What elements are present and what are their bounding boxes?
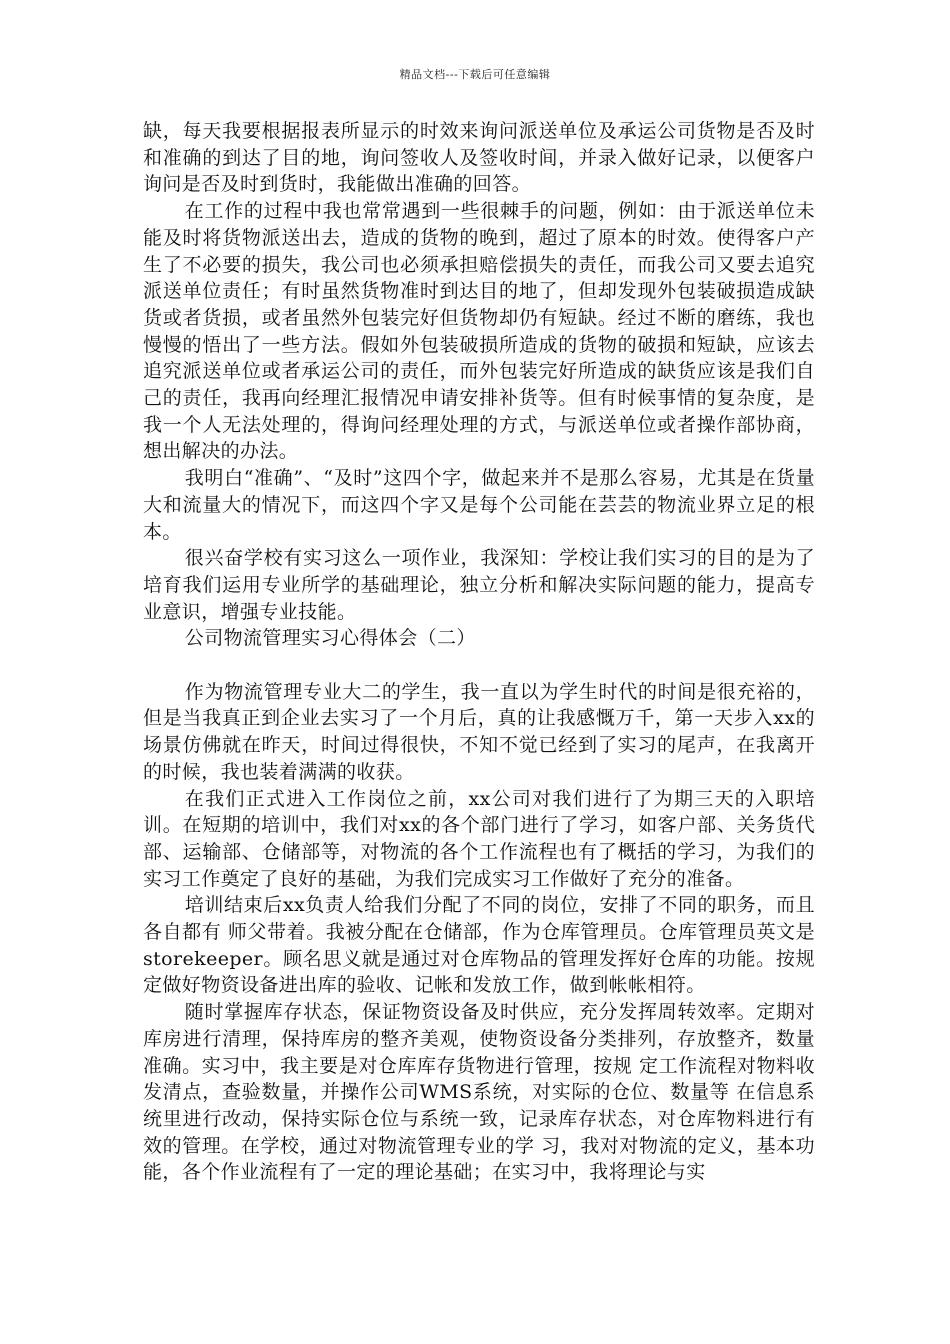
paragraph-4: 很兴奋学校有实习这么一项作业，我深知：学校让我们实习的目的是为了培育我们运用专业所学的基础理论，独立分析和解决实际问题的能力，提高专业意识，增强专业技能。 [143, 547, 815, 623]
paragraph-6: 在我们正式进入工作岗位之前，xx公司对我们进行了为期三天的入职培训。在短期的培训中，我们对xx的各个部门进行了学习，如客户部、关务货代部、运输部、仓储部等，对物流的各个工作流程也有了概括的学习，为我们的实习工作奠定了良好的基础，为我们完成实习工作做好了充分的准备。 [143, 787, 815, 890]
paragraph-1: 缺，每天我要根据报表所显示的时效来询问派送单位及承运公司货物是否及时和准确的到达了目的地，询问签收人及签收时间，并录入做好记录，以便客户询问是否及时到货时，我能做出准确的回答。 [143, 120, 815, 196]
paragraph-2: 在工作的过程中我也常常遇到一些很棘手的问题，例如：由于派送单位未能及时将货物派送出去，造成的货物的晚到，超过了原本的时效。使得客户产生了不必要的损失，我公司也必须承担赔偿损失的责任，而我公司又要去追究派送单位责任；有时虽然货物准时到达目的地了，但却发现外包装破损造成缺货或者货损，或者虽然外包装完好但货物却仍有短缺。经过不断的磨练，我也慢慢的悟出了一些方法。假如外包装破损所造成的货物的破损和短缺，应该去追究派送单位或者承运公司的责任，而外包装完好所造成的缺货应该是我们自己的责任，我再向经理汇报情况申请安排补货等。但有时候事情的复杂度，是我一个人无法处理的，得询问经理处理的方式，与派送单位或者操作部协商，想出解决的办法。 [143, 200, 815, 463]
page-header: 精品文档---下载后可任意编辑 [399, 68, 551, 81]
paragraph-3: 我明白“准确”、“及时”这四个字，做起来并不是那么容易，尤其是在货量大和流量大的情况下，而这四个字又是每个公司能在芸芸的物流业界立足的根本。 [143, 467, 815, 543]
paragraph-8: 随时掌握库存状态，保证物资设备及时供应，充分发挥周转效率。定期对库房进行清理，保持库房的整齐美观，使物资设备分类排列，存放整齐，数量准确。实习中，我主要是对仓库库存货物进行管理，按规 定工作流程对物料收发清点，查验数量，并操作公司WMS系统，对实际的仓位、数量等 在信息系统里进行改动，保持实际仓位与系统一致，记录库存状态，对仓库物料进行有效的管理。在学校，通过对物流管理专业的学 习，我对对物流的定义，基本功能，各个作业流程有了一定的理论基础；在实习中，我将理论与实 [143, 1001, 815, 1184]
section-title: 公司物流管理实习心得体会（二） [184, 627, 476, 650]
paragraph-5: 作为物流管理专业大二的学生，我一直以为学生时代的时间是很充裕的，但是当我真正到企业去实习了一个月后，真的让我感慨万千，第一天步入xx的场景仿佛就在昨天，时间过得很快，不知不觉已经到了实习的尾声，在我离开的时候，我也装着满满的收获。 [143, 680, 815, 783]
blank-line [143, 652, 815, 679]
paragraph-7: 培训结束后xx负责人给我们分配了不同的岗位，安排了不同的职务，而且各自都有 师父带着。我被分配在仓储部，作为仓库管理员。仓库管理员英文是 storekeeper。顾名思义就是通过对仓库物品的管理发挥好仓库的功能。按规定做好物资设备进出库的验收、记帐和发放工作，做到帐帐相符。 [143, 894, 815, 997]
document-body [143, 118, 815, 1186]
